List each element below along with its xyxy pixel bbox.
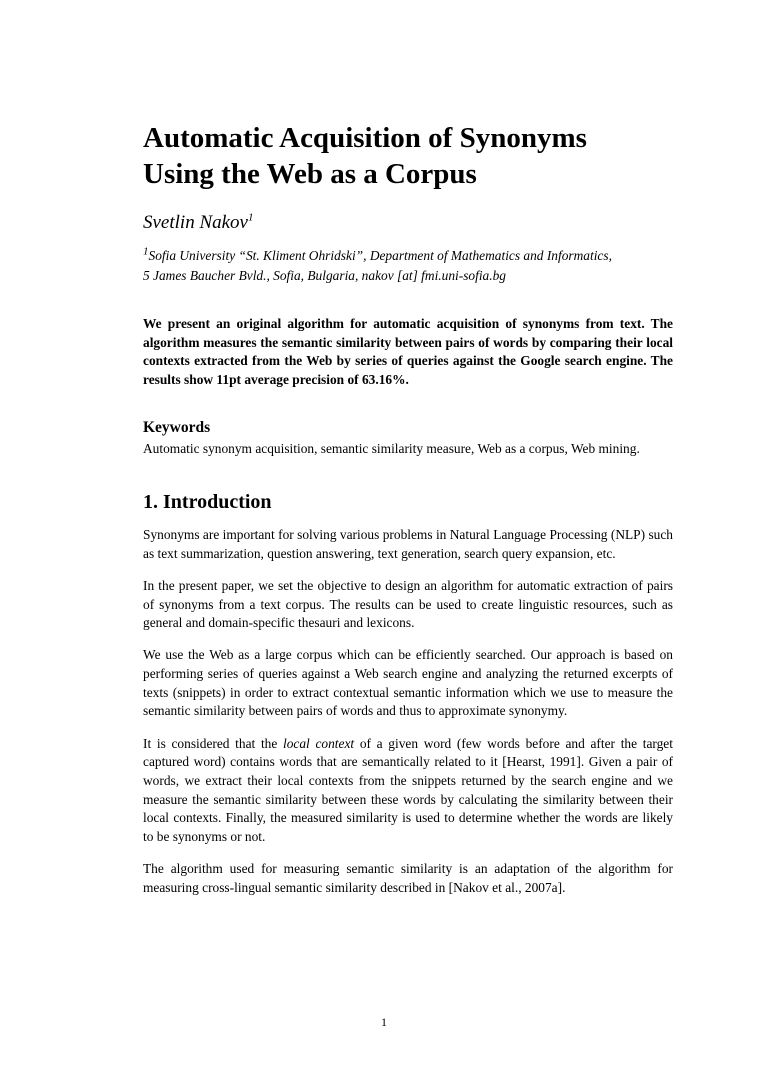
affil-mark: 1 (143, 245, 149, 258)
keywords-heading: Keywords (143, 419, 211, 436)
intro-paragraph-5: The algorithm used for measuring semantic similarity is an adaptation of the algorithm for measuring cross-lingual semantic similarity described in [Nakov et al., 2007a]. (143, 861, 673, 895)
intro-paragraph-2: In the present paper, we set the objective to design an algorithm for automatic extraction of pairs of synonyms from a text corpus. The results can be used to create linguistic resources, such as general and domain-specific thesauri and lexicons. (143, 577, 673, 631)
author (143, 212, 673, 234)
para4-pre: It is considered that the (143, 735, 283, 751)
affil-line-1: Sofia University “St. Kliment Ohridski”, Department of Mathematics and Informatics, (148, 248, 612, 263)
author-affil-mark: 1 (248, 211, 254, 224)
intro-paragraph-1: Synonyms are important for solving various problems in Natural Language Processing (NLP) such as text summarization, question answering, text generation, search query expansion, etc. (143, 527, 673, 561)
abstract: We present an original algorithm for automatic acquisition of synonyms from text. The algorithm measures the semantic similarity between pairs of words by comparing their local contexts extracted from the Web by series of queries against the Google search engine. The results show 11pt average precision of 63.16%. (143, 316, 673, 387)
affil-line-2: 5 James Baucher Bvld., Sofia, Bulgaria, nakov [at] fmi.uni-sofia.bg (143, 267, 506, 283)
title-line-2: Using the Web as a Corpus (143, 158, 477, 190)
intro-paragraph-3: We use the Web as a large corpus which can be efficiently searched. Our approach is based on performing series of queries against a Web search engine and analyzing the returned excerpts of texts (snippets) in order to extract contextual semantic information which we use to measure the semantic similarity between pairs of words and thus to approximate synonymy. (143, 647, 673, 719)
author-name: Svetlin Nakov (143, 212, 248, 233)
keywords-text: Automatic synonym acquisition, semantic similarity measure, Web as a corpus, Web mining. (143, 441, 640, 456)
paper-title (143, 120, 673, 192)
para4-post: of a given word (few words before and after the target captured word) contains words that are semantically related to it [Hearst, 1991]. Given a pair of words, we extract their local contexts from the snippets returned by the search engine and we measure the semantic similarity between these words by calculating the similarity between their local contexts. Finally, the measured similarity is used to determine whether the words are likely to be synonyms or not. (143, 735, 673, 845)
title-line-1: Automatic Acquisition of Synonyms (143, 122, 587, 154)
intro-paragraph-4 (143, 735, 673, 847)
section-heading-introduction: 1. Introduction (143, 491, 272, 513)
paper-page (143, 120, 673, 911)
affiliation (143, 246, 673, 285)
para4-emphasis: local context (283, 735, 355, 751)
page-number: 1 (381, 1015, 387, 1029)
